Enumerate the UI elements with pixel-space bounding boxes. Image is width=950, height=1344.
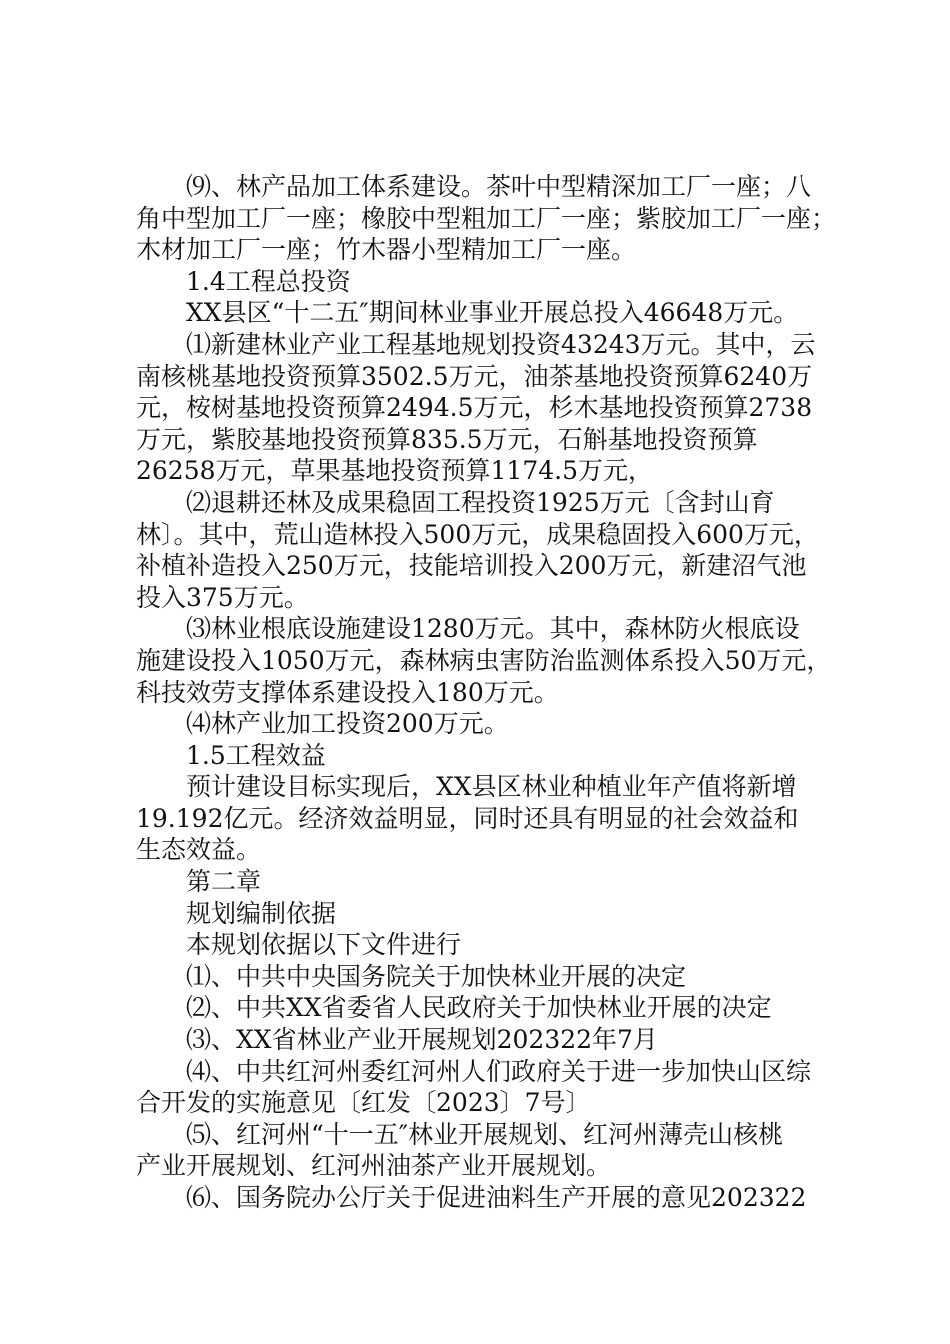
text-line: 科技效劳支撑体系建设投入180万元。 xyxy=(136,677,559,707)
text-line: ⑸、红河州“十一五″林业开展规划、红河州薄壳山核桃 xyxy=(186,1119,784,1149)
text-line: 合开发的实施意见〔红发〔2023〕7号〕 xyxy=(136,1088,591,1118)
text-line: ⑶林业根底设施建设1280万元。其中，森林防火根底设 xyxy=(186,614,800,644)
text-line: 补植补造投入250万元，技能培训投入200万元，新建沼气池 xyxy=(136,551,807,581)
text-line: 南核桃基地投资预算3502.5万元，油茶基地投资预算6240万 xyxy=(136,361,813,391)
text-line: XX县区“十二五″期间林业事业开展总投入46648万元。 xyxy=(186,298,799,328)
text-line: ⑷、中共红河州委红河州人们政府关于进一步加快山区综 xyxy=(186,1056,812,1086)
text-line: 元，桉树基地投资预算2494.5万元，杉木基地投资预算2738 xyxy=(136,393,813,423)
text-line: 生态效益。 xyxy=(136,835,262,865)
text-line: 产业开展规划、红河州油茶产业开展规划。 xyxy=(136,1151,612,1181)
chapter-heading: 第二章 xyxy=(186,867,262,897)
text-line: 预计建设目标实现后，XX县区林业种植业年产值将新增 xyxy=(186,772,797,802)
section-heading: 1.4工程总投资 xyxy=(186,266,351,296)
text-line: ⑶、XX省林业产业开展规划202322年7月 xyxy=(186,1025,658,1055)
text-line: 19.192亿元。经济效益明显，同时还具有明显的社会效益和 xyxy=(136,803,799,833)
chapter-title: 规划编制依据 xyxy=(186,898,337,928)
text-line: ⑼、林产品加工体系建设。茶叶中型精深加工厂一座；八 xyxy=(186,172,812,201)
text-line: ⑷林产业加工投资200万元。 xyxy=(186,709,509,739)
text-line: 投入375万元。 xyxy=(136,582,309,612)
text-line: ⑹、国务院办公厅关于促进油料生产开展的意见202322 xyxy=(186,1183,807,1212)
text-line: 施建设投入1050万元，森林病虫害防治监测体系投入50万元， xyxy=(136,645,832,675)
text-line: 26258万元，草果基地投资预算1174.5万元， xyxy=(136,456,654,486)
text-line: 林〕。其中，荒山造林投入500万元，成果稳固投入600万元， xyxy=(136,519,819,549)
text-line: ⑴新建林业产业工程基地规划投资43243万元。其中，云 xyxy=(186,329,816,359)
text-line: ⑵退耕还林及成果稳固工程投资1925万元〔含封山育 xyxy=(186,487,775,517)
text-line: ⑴、中共中央国务院关于加快林业开展的决定 xyxy=(186,961,687,991)
text-line: 角中型加工厂一座；橡胶中型粗加工厂一座；紫胶加工厂一座； xyxy=(136,203,837,233)
document-body xyxy=(136,171,836,1214)
text-line: ⑵、中共XX省委省人民政府关于加快林业开展的决定 xyxy=(186,993,772,1023)
section-heading: 1.5工程效益 xyxy=(186,740,326,770)
text-line: 万元，紫胶基地投资预算835.5万元，石斛基地投资预算 xyxy=(136,424,758,454)
text-line: 木材加工厂一座；竹木器小型精加工厂一座。 xyxy=(136,235,637,265)
text-line: 本规划依据以下文件进行 xyxy=(186,930,462,960)
